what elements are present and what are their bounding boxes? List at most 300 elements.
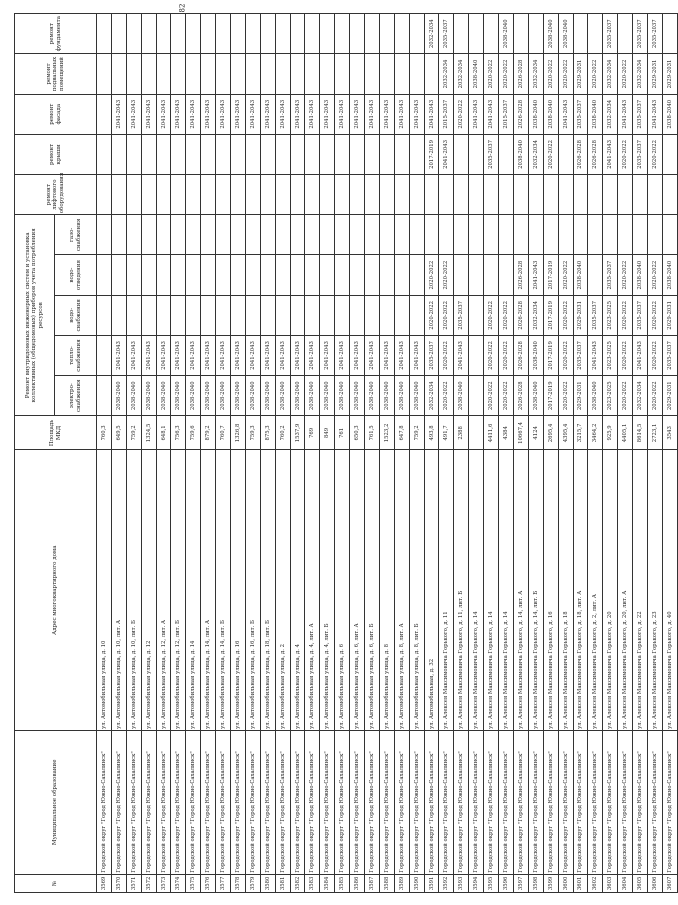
row-basement: 2020-2022 bbox=[618, 54, 633, 94]
row-area: 649,5 bbox=[111, 416, 126, 450]
row-foundation bbox=[290, 14, 305, 54]
row-roof bbox=[335, 134, 350, 174]
row-municipality: Городской округ "Город Южно-Сахалинск" bbox=[260, 730, 275, 874]
row-area: 879,2 bbox=[201, 416, 216, 450]
row-gas bbox=[633, 215, 648, 255]
row-elec: 2038-2040 bbox=[528, 376, 543, 416]
row-basement bbox=[111, 54, 126, 94]
row-heat bbox=[469, 335, 484, 375]
row-number: 3572 bbox=[141, 874, 156, 892]
row-roof bbox=[409, 134, 424, 174]
row-sewer bbox=[156, 255, 171, 295]
row-facade: 2041-2043 bbox=[618, 94, 633, 134]
row-elevator bbox=[290, 175, 305, 215]
row-roof bbox=[245, 134, 260, 174]
table-row bbox=[111, 14, 126, 893]
row-water bbox=[231, 295, 246, 335]
row-gas bbox=[618, 215, 633, 255]
row-heat: 2020-2022 bbox=[439, 335, 454, 375]
row-area bbox=[469, 416, 484, 450]
row-heat: 2041-2043 bbox=[335, 335, 350, 375]
row-address: ул. Автомобильная улица, д. 16 bbox=[231, 450, 246, 730]
header-elevator: ремонт лифтового оборудования bbox=[15, 175, 97, 215]
row-elevator bbox=[513, 175, 528, 215]
row-elevator bbox=[245, 175, 260, 215]
row-water: 2035-2037 bbox=[588, 295, 603, 335]
row-number: 3584 bbox=[320, 874, 335, 892]
row-roof: 2020-2022 bbox=[618, 134, 633, 174]
row-gas bbox=[201, 215, 216, 255]
row-address: ул. Алексея Максимовича Горького, д. 14 bbox=[484, 450, 499, 730]
row-water: 2023-2025 bbox=[603, 295, 618, 335]
row-sewer bbox=[469, 255, 484, 295]
row-roof bbox=[499, 134, 514, 174]
row-heat: 2041-2043 bbox=[171, 335, 186, 375]
row-address: ул. Автомобильная улица, д. 14, лит. Б bbox=[216, 450, 231, 730]
row-elevator bbox=[588, 175, 603, 215]
row-area: 760,2 bbox=[275, 416, 290, 450]
row-elec: 2026-2028 bbox=[513, 376, 528, 416]
row-facade: 2015-2037 bbox=[439, 94, 454, 134]
row-roof bbox=[141, 134, 156, 174]
row-address: ул. Автомобильная улица, д. 12 bbox=[141, 450, 156, 730]
row-number: 3602 bbox=[588, 874, 603, 892]
row-heat: 2041-2043 bbox=[156, 335, 171, 375]
row-roof bbox=[126, 134, 141, 174]
row-heat: 2041-2043 bbox=[409, 335, 424, 375]
row-heat: 2041-2043 bbox=[454, 335, 469, 375]
row-area: 769 bbox=[305, 416, 320, 450]
table-row bbox=[275, 14, 290, 893]
row-area: 650,3 bbox=[350, 416, 365, 450]
row-basement bbox=[260, 54, 275, 94]
row-roof bbox=[201, 134, 216, 174]
row-foundation: 2038-2040 bbox=[543, 14, 558, 54]
row-elec: 2038-2040 bbox=[350, 376, 365, 416]
row-area: 1523,2 bbox=[379, 416, 394, 450]
row-heat: 2041-2043 bbox=[126, 335, 141, 375]
row-foundation bbox=[350, 14, 365, 54]
row-gas bbox=[275, 215, 290, 255]
row-facade: 2038-2040 bbox=[543, 94, 558, 134]
row-foundation bbox=[201, 14, 216, 54]
table-row bbox=[603, 14, 618, 893]
row-gas bbox=[335, 215, 350, 255]
row-basement bbox=[171, 54, 186, 94]
row-water bbox=[245, 295, 260, 335]
row-foundation bbox=[454, 14, 469, 54]
row-elec: 2038-2040 bbox=[320, 376, 335, 416]
row-sewer bbox=[305, 255, 320, 295]
row-elec: 2038-2040 bbox=[379, 376, 394, 416]
row-address: ул. Алексея Максимовича Горького, д. 14 bbox=[499, 450, 514, 730]
row-water: 2017-2019 bbox=[543, 295, 558, 335]
row-foundation bbox=[662, 14, 677, 54]
row-basement: 2026-2028 bbox=[513, 54, 528, 94]
row-elevator bbox=[335, 175, 350, 215]
row-gas bbox=[365, 215, 380, 255]
row-gas bbox=[141, 215, 156, 255]
row-gas bbox=[499, 215, 514, 255]
row-number: 3581 bbox=[275, 874, 290, 892]
row-sewer bbox=[111, 255, 126, 295]
row-basement: 2020-2022 bbox=[484, 54, 499, 94]
header-elec: электро-снабжения bbox=[55, 376, 97, 416]
row-elec: 2038-2040 bbox=[141, 376, 156, 416]
row-municipality: Городской округ "Город Южно-Сахалинск" bbox=[97, 730, 112, 874]
row-water bbox=[469, 295, 484, 335]
row-water bbox=[216, 295, 231, 335]
row-heat: 2041-2043 bbox=[111, 335, 126, 375]
row-basement bbox=[394, 54, 409, 94]
row-water bbox=[365, 295, 380, 335]
row-municipality: Городской округ "Город Южно-Сахалинск" bbox=[588, 730, 603, 874]
row-gas bbox=[573, 215, 588, 255]
row-water: 2032-2034 bbox=[528, 295, 543, 335]
row-basement bbox=[186, 54, 201, 94]
row-elevator bbox=[201, 175, 216, 215]
row-number: 3575 bbox=[186, 874, 201, 892]
row-roof bbox=[231, 134, 246, 174]
row-area: 4405,1 bbox=[618, 416, 633, 450]
header-heat: тепло-снабжения bbox=[55, 335, 97, 375]
row-water bbox=[171, 295, 186, 335]
row-municipality: Городской округ "Город Южно-Сахалинск" bbox=[290, 730, 305, 874]
row-elevator bbox=[528, 175, 543, 215]
row-address: ул. Автомобильная улица, д. 16, лит. Б bbox=[245, 450, 260, 730]
table-row bbox=[216, 14, 231, 893]
row-sewer bbox=[126, 255, 141, 295]
row-gas bbox=[231, 215, 246, 255]
row-facade: 2041-2043 bbox=[245, 94, 260, 134]
row-area: 3464,2 bbox=[588, 416, 603, 450]
row-sewer bbox=[365, 255, 380, 295]
table-header bbox=[15, 14, 97, 893]
row-sewer bbox=[350, 255, 365, 295]
row-elec: 2038-2040 bbox=[454, 376, 469, 416]
row-area: 2388 bbox=[454, 416, 469, 450]
row-elevator bbox=[633, 175, 648, 215]
row-basement bbox=[290, 54, 305, 94]
row-municipality: Городской округ "Город Южно-Сахалинск" bbox=[484, 730, 499, 874]
row-elec: 2020-2022 bbox=[499, 376, 514, 416]
row-sewer bbox=[275, 255, 290, 295]
row-facade bbox=[97, 94, 112, 134]
row-municipality: Городской округ "Город Южно-Сахалинск" bbox=[499, 730, 514, 874]
row-elec: 2038-2040 bbox=[290, 376, 305, 416]
row-sewer bbox=[97, 255, 112, 295]
header-sewer: водо-отведения bbox=[55, 255, 97, 295]
row-water bbox=[126, 295, 141, 335]
row-address: ул. Алексея Максимовича Горького, д. 20, лит. А bbox=[618, 450, 633, 730]
row-number: 3605 bbox=[633, 874, 648, 892]
row-address: ул. Автомобильная улица, д. 12, лит. Б bbox=[171, 450, 186, 730]
row-facade: 2041-2043 bbox=[379, 94, 394, 134]
row-municipality: Городской округ "Город Южно-Сахалинск" bbox=[633, 730, 648, 874]
row-area: 3543 bbox=[662, 416, 677, 450]
row-roof: 2041-2043 bbox=[439, 134, 454, 174]
row-area: 1326,8 bbox=[231, 416, 246, 450]
row-elec: 2038-2040 bbox=[588, 376, 603, 416]
row-sewer bbox=[141, 255, 156, 295]
row-number: 3598 bbox=[528, 874, 543, 892]
row-facade: 2020-2022 bbox=[454, 94, 469, 134]
row-facade: 2041-2043 bbox=[201, 94, 216, 134]
row-gas bbox=[350, 215, 365, 255]
row-address: ул. Алексея Максимовича Горького, д. 14 bbox=[469, 450, 484, 730]
row-basement bbox=[365, 54, 380, 94]
table-row bbox=[186, 14, 201, 893]
row-water: 2020-2022 bbox=[558, 295, 573, 335]
row-elec: 2038-2040 bbox=[335, 376, 350, 416]
row-basement bbox=[379, 54, 394, 94]
row-roof bbox=[469, 134, 484, 174]
row-facade: 2041-2043 bbox=[350, 94, 365, 134]
row-municipality: Городской округ "Город Южно-Сахалинск" bbox=[424, 730, 439, 874]
row-municipality: Городской округ "Город Южно-Сахалинск" bbox=[454, 730, 469, 874]
table-row bbox=[156, 14, 171, 893]
row-basement bbox=[216, 54, 231, 94]
row-foundation bbox=[231, 14, 246, 54]
row-gas bbox=[543, 215, 558, 255]
row-sewer: 2038-2040 bbox=[662, 255, 677, 295]
row-address: ул. Автомобильная улица, д. 6, лит. А bbox=[350, 450, 365, 730]
row-area: 925,9 bbox=[603, 416, 618, 450]
row-basement bbox=[126, 54, 141, 94]
row-elec: 2038-2040 bbox=[365, 376, 380, 416]
row-foundation bbox=[305, 14, 320, 54]
row-roof bbox=[558, 134, 573, 174]
row-gas bbox=[603, 215, 618, 255]
row-roof: 2035-2037 bbox=[633, 134, 648, 174]
row-foundation bbox=[111, 14, 126, 54]
row-sewer: 2017-2019 bbox=[543, 255, 558, 295]
row-address: ул. Автомобильная улица, д. 14, лит. А bbox=[201, 450, 216, 730]
row-area: 761 bbox=[335, 416, 350, 450]
table-row bbox=[97, 14, 112, 893]
row-heat: 2026-2028 bbox=[513, 335, 528, 375]
row-water bbox=[275, 295, 290, 335]
row-foundation bbox=[394, 14, 409, 54]
row-water bbox=[201, 295, 216, 335]
row-elec: 2038-2040 bbox=[245, 376, 260, 416]
row-municipality: Городской округ "Город Южно-Сахалинск" bbox=[156, 730, 171, 874]
row-water bbox=[335, 295, 350, 335]
row-gas bbox=[126, 215, 141, 255]
row-address: ул. Автомобильная улица, д. 6 bbox=[335, 450, 350, 730]
row-sewer bbox=[335, 255, 350, 295]
table-row bbox=[231, 14, 246, 893]
row-municipality: Городской округ "Город Южно-Сахалинск" bbox=[662, 730, 677, 874]
row-foundation bbox=[97, 14, 112, 54]
row-area: 4411,6 bbox=[484, 416, 499, 450]
row-municipality: Городской округ "Город Южно-Сахалинск" bbox=[603, 730, 618, 874]
row-area: 4124 bbox=[528, 416, 543, 450]
header-no: № bbox=[15, 874, 97, 892]
row-foundation bbox=[573, 14, 588, 54]
row-sewer bbox=[484, 255, 499, 295]
row-heat: 2041-2043 bbox=[245, 335, 260, 375]
row-area: 493,8 bbox=[424, 416, 439, 450]
row-elec: 2038-2040 bbox=[305, 376, 320, 416]
row-facade: 2041-2043 bbox=[171, 94, 186, 134]
row-elec: 2038-2040 bbox=[409, 376, 424, 416]
row-address: ул. Алексея Максимовича Горького, д. 20 bbox=[603, 450, 618, 730]
row-sewer bbox=[409, 255, 424, 295]
row-foundation bbox=[245, 14, 260, 54]
row-elec: 2038-2040 bbox=[216, 376, 231, 416]
row-elec: 2020-2022 bbox=[484, 376, 499, 416]
row-roof bbox=[111, 134, 126, 174]
row-address: ул. Алексея Максимовича Горького, д. 18 bbox=[558, 450, 573, 730]
row-address: ул. Автомобильная улица, д. 10, лит. А bbox=[111, 450, 126, 730]
row-sewer bbox=[499, 255, 514, 295]
row-facade: 2041-2043 bbox=[305, 94, 320, 134]
header-address: Адрес многоквартирного дома bbox=[15, 450, 97, 730]
row-foundation: 2035-2037 bbox=[633, 14, 648, 54]
row-basement: 2020-2022 bbox=[543, 54, 558, 94]
header-water: водо-снабжения bbox=[55, 295, 97, 335]
row-heat: 2041-2043 bbox=[365, 335, 380, 375]
row-municipality: Городской округ "Город Южно-Сахалинск" bbox=[186, 730, 201, 874]
row-number: 3585 bbox=[335, 874, 350, 892]
row-water bbox=[260, 295, 275, 335]
row-gas bbox=[439, 215, 454, 255]
row-address: ул. Алексея Максимовича Горького, д. 22 bbox=[633, 450, 648, 730]
row-number: 3571 bbox=[126, 874, 141, 892]
table-row bbox=[350, 14, 365, 893]
header-roof: ремонт крыши bbox=[15, 134, 97, 174]
table-row bbox=[573, 14, 588, 893]
row-area: 760,3 bbox=[97, 416, 112, 450]
row-sewer: 2020-2022 bbox=[558, 255, 573, 295]
row-address: ул. Алексея Максимовича Горького, д. 23 bbox=[647, 450, 662, 730]
row-sewer bbox=[171, 255, 186, 295]
row-gas bbox=[320, 215, 335, 255]
row-gas bbox=[186, 215, 201, 255]
row-water: 2020-2022 bbox=[618, 295, 633, 335]
row-water bbox=[141, 295, 156, 335]
row-roof bbox=[305, 134, 320, 174]
row-heat: 2041-2043 bbox=[260, 335, 275, 375]
row-address: ул. Алексея Максимовича Горького, д. 18, лит. А bbox=[573, 450, 588, 730]
row-municipality: Городской округ "Город Южно-Сахалинск" bbox=[469, 730, 484, 874]
row-heat: 2038-2040 bbox=[528, 335, 543, 375]
row-sewer: 2035-2037 bbox=[603, 255, 618, 295]
row-area: 760,7 bbox=[216, 416, 231, 450]
row-elevator bbox=[618, 175, 633, 215]
table-row bbox=[618, 14, 633, 893]
row-facade: 2041-2043 bbox=[469, 94, 484, 134]
row-water: 2020-2022 bbox=[647, 295, 662, 335]
row-number: 3603 bbox=[603, 874, 618, 892]
row-number: 3582 bbox=[290, 874, 305, 892]
row-water bbox=[320, 295, 335, 335]
row-number: 3573 bbox=[156, 874, 171, 892]
row-foundation bbox=[320, 14, 335, 54]
row-number: 3576 bbox=[201, 874, 216, 892]
row-elevator bbox=[156, 175, 171, 215]
row-elevator bbox=[111, 175, 126, 215]
row-basement bbox=[156, 54, 171, 94]
row-facade: 2041-2043 bbox=[335, 94, 350, 134]
row-elec: 2020-2022 bbox=[618, 376, 633, 416]
row-water: 2029-2031 bbox=[662, 295, 677, 335]
row-address: ул. Автомобильная улица, д. 8, лит. А bbox=[394, 450, 409, 730]
row-heat: 2035-2037 bbox=[573, 335, 588, 375]
row-gas bbox=[216, 215, 231, 255]
row-elevator bbox=[469, 175, 484, 215]
row-heat: 2020-2022 bbox=[647, 335, 662, 375]
row-heat: 2041-2043 bbox=[216, 335, 231, 375]
row-elevator bbox=[543, 175, 558, 215]
row-gas bbox=[171, 215, 186, 255]
table-row bbox=[365, 14, 380, 893]
row-foundation bbox=[126, 14, 141, 54]
row-address: ул. Алексея Максимовича Горького, д. 11, лит. Б bbox=[454, 450, 469, 730]
row-area: 4395,4 bbox=[558, 416, 573, 450]
row-heat: 2041-2043 bbox=[350, 335, 365, 375]
row-number: 3579 bbox=[245, 874, 260, 892]
row-facade: 2041-2043 bbox=[409, 94, 424, 134]
table-row bbox=[513, 14, 528, 893]
row-elevator bbox=[216, 175, 231, 215]
row-gas bbox=[528, 215, 543, 255]
row-facade: 2041-2043 bbox=[231, 94, 246, 134]
row-sewer: 2038-2040 bbox=[573, 255, 588, 295]
row-basement bbox=[97, 54, 112, 94]
row-number: 3587 bbox=[365, 874, 380, 892]
row-roof bbox=[156, 134, 171, 174]
row-area: 3215,7 bbox=[573, 416, 588, 450]
table-row bbox=[662, 14, 677, 893]
row-elec: 2032-2034 bbox=[424, 376, 439, 416]
row-basement bbox=[424, 54, 439, 94]
row-water: 2020-2022 bbox=[484, 295, 499, 335]
row-heat: 2020-2022 bbox=[484, 335, 499, 375]
row-facade: 2041-2043 bbox=[558, 94, 573, 134]
row-number: 3578 bbox=[231, 874, 246, 892]
row-area: 1324,5 bbox=[141, 416, 156, 450]
row-sewer bbox=[290, 255, 305, 295]
row-roof bbox=[216, 134, 231, 174]
row-number: 3574 bbox=[171, 874, 186, 892]
row-roof: 2020-2022 bbox=[647, 134, 662, 174]
row-sewer bbox=[320, 255, 335, 295]
row-address: ул. Автомобильная улица, д. 6, лит. Б bbox=[365, 450, 380, 730]
row-municipality: Городской округ "Город Южно-Сахалинск" bbox=[141, 730, 156, 874]
row-water bbox=[379, 295, 394, 335]
row-municipality: Городской округ "Город Южно-Сахалинск" bbox=[335, 730, 350, 874]
row-heat: 2035-2037 bbox=[662, 335, 677, 375]
row-sewer: 2020-2022 bbox=[424, 255, 439, 295]
row-sewer bbox=[186, 255, 201, 295]
row-foundation bbox=[260, 14, 275, 54]
table-row bbox=[320, 14, 335, 893]
table-row bbox=[126, 14, 141, 893]
row-elevator bbox=[454, 175, 469, 215]
row-municipality: Городской округ "Город Южно-Сахалинск" bbox=[409, 730, 424, 874]
row-foundation bbox=[379, 14, 394, 54]
row-foundation bbox=[141, 14, 156, 54]
row-area: 761,5 bbox=[365, 416, 380, 450]
row-roof bbox=[97, 134, 112, 174]
row-sewer: 2020-2022 bbox=[439, 255, 454, 295]
table-row bbox=[499, 14, 514, 893]
row-number: 3577 bbox=[216, 874, 231, 892]
row-heat: 2041-2043 bbox=[394, 335, 409, 375]
row-number: 3604 bbox=[618, 874, 633, 892]
